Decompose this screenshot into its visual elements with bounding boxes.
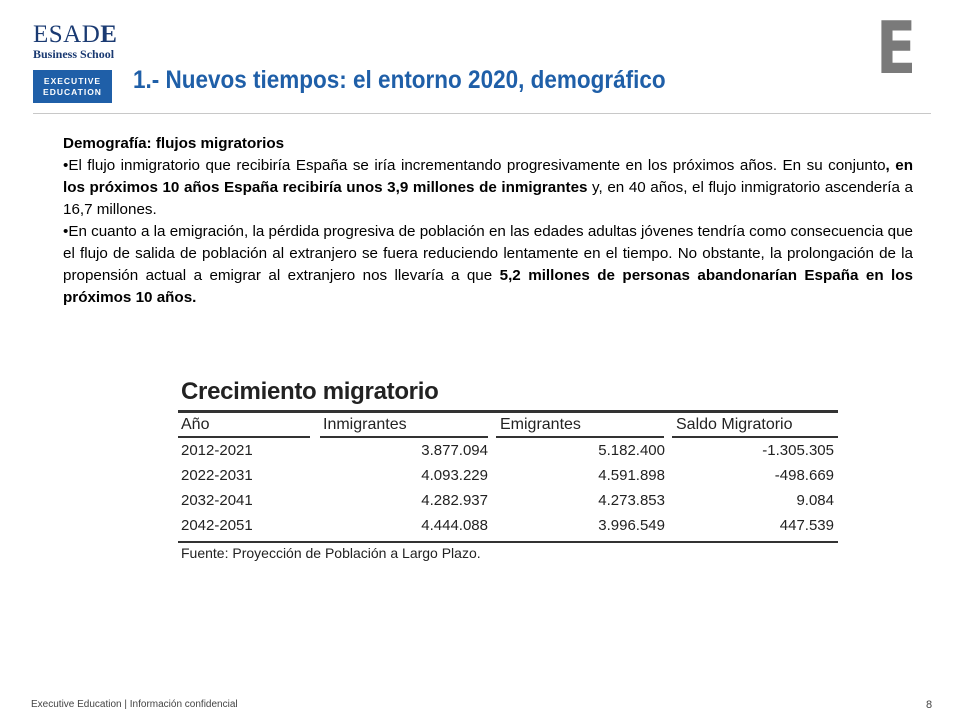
header-emigrantes: Emigrantes bbox=[500, 416, 581, 433]
logo-wordmark: ESAD bbox=[33, 21, 101, 48]
corner-e-mark: E bbox=[876, 6, 917, 90]
table-cell: 2012-2021 bbox=[181, 442, 253, 459]
table-cell: 3.877.094 bbox=[421, 442, 488, 459]
header-underline-emigrantes bbox=[496, 436, 664, 438]
p1-text-c: y, en 40 años, el flujo inmigratorio ascendería a 16,7 millones. bbox=[63, 179, 914, 218]
header-underline-saldo bbox=[672, 436, 838, 438]
p2-bold: 5,2 millones de personas abandonarían España en los próximos 10 años. bbox=[63, 267, 913, 306]
logo-wordmark-e: E bbox=[100, 21, 118, 48]
table-cell: -498.669 bbox=[774, 467, 834, 484]
logo-business-school: Business School bbox=[33, 47, 115, 61]
header-inmigrantes: Inmigrantes bbox=[323, 416, 407, 433]
footer-text: Executive Education | Información confidencial bbox=[31, 699, 238, 710]
p1-bold: , en los próximos 10 años España recibiría unos 3,9 millones de inmigrantes bbox=[63, 157, 913, 196]
table-cell: 4.444.088 bbox=[421, 517, 488, 534]
esade-logo bbox=[33, 22, 117, 47]
paragraph-inmigration bbox=[63, 155, 913, 221]
p2-text-a: •En cuanto a la emigración, la pérdida progresiva de población en las edades adultas jóvenes tendría como consecuencia que el flujo de salida de población al extranjero se fuera reduciendo lentamente en el tiempo. No obstante, la prolongación de la propensión actual a emigrar al extranjero nos llevaría a que bbox=[63, 223, 913, 284]
page-title: 1.- Nuevos tiempos: el entorno 2020, demográfico bbox=[133, 66, 666, 94]
table-title: Crecimiento migratorio bbox=[181, 378, 439, 405]
header-year: Año bbox=[181, 416, 210, 433]
executive-education-badge bbox=[33, 70, 112, 103]
header-underline-year bbox=[178, 436, 310, 438]
section-subheading: Demografía: flujos migratorios bbox=[63, 135, 285, 152]
table-cell: 4.591.898 bbox=[598, 467, 665, 484]
table-source: Fuente: Proyección de Población a Largo Plazo. bbox=[181, 545, 481, 561]
badge-line-1: EXECUTIVE bbox=[43, 76, 102, 86]
table-cell: 2022-2031 bbox=[181, 467, 253, 484]
table-cell: 3.996.549 bbox=[598, 517, 665, 534]
table-cell: 9.084 bbox=[796, 492, 834, 509]
badge-line-2: EDUCATION bbox=[43, 87, 102, 97]
table-cell: 447.539 bbox=[779, 517, 834, 534]
header-saldo: Saldo Migratorio bbox=[676, 416, 793, 433]
table-cell: 5.182.400 bbox=[598, 442, 665, 459]
table-cell: -1.305.305 bbox=[762, 442, 834, 459]
table-cell: 4.273.853 bbox=[598, 492, 665, 509]
table-bottom-rule bbox=[178, 541, 838, 543]
table-cell: 2042-2051 bbox=[181, 517, 253, 534]
table-cell: 4.282.937 bbox=[421, 492, 488, 509]
paragraph-emigration bbox=[63, 221, 913, 309]
table-cell: 4.093.229 bbox=[421, 467, 488, 484]
migration-table bbox=[178, 378, 838, 568]
body-content bbox=[63, 133, 913, 309]
title-divider bbox=[33, 113, 931, 114]
page-number: 8 bbox=[926, 699, 933, 711]
table-top-rule bbox=[178, 410, 838, 413]
p1-text-a: •El flujo inmigratorio que recibiría España se iría incrementando progresivamente en los próximos años. En su conjunto bbox=[63, 157, 886, 174]
table-cell: 2032-2041 bbox=[181, 492, 253, 509]
header-underline-inmigrantes bbox=[320, 436, 488, 438]
